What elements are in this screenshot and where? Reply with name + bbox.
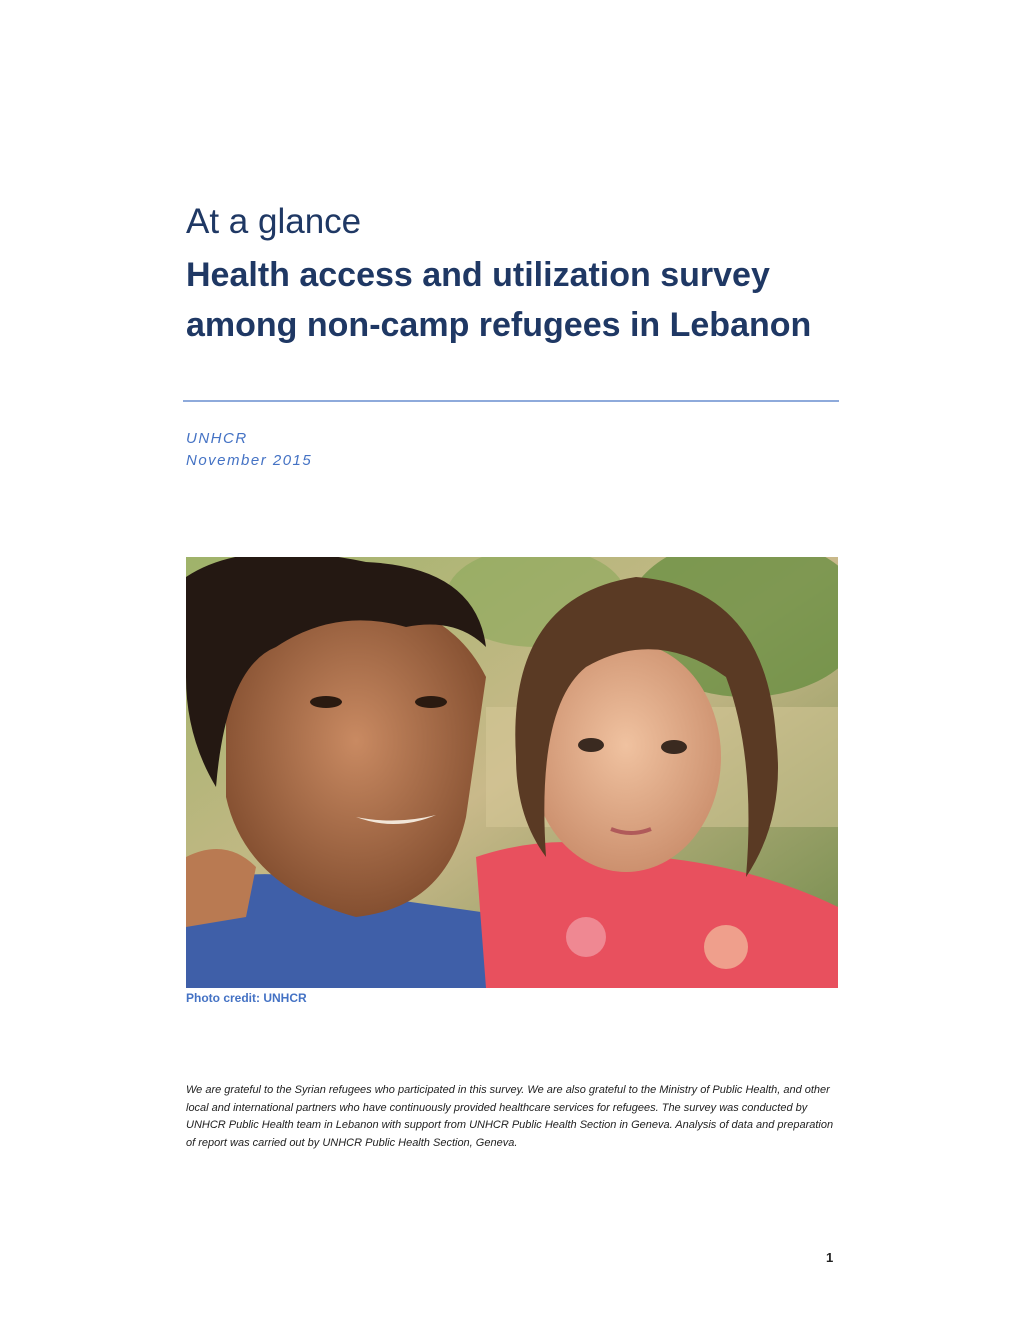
publication-date: November 2015 [186,452,313,469]
cover-photo [186,557,838,988]
document-title: Health access and utilization survey among non-camp refugees in Lebanon [186,256,812,344]
author-organization: UNHCR [186,430,248,447]
photo-credit: Photo credit: UNHCR [186,991,307,1005]
acknowledgement-text: We are grateful to the Syrian refugees who participated in this survey. We are also grateful to the Ministry of Public Health, and other local and international partners who have continuously provided healthcare services for refugees. The survey was conducted by UNHCR Public Health team in Lebanon with support from UNHCR Public Health Section in Geneva. Analysis of data and preparation of report was carried out by UNHCR Public Health Section, Geneva. [186,1084,834,1149]
title-divider [183,400,839,402]
document-kicker: At a glance [186,202,362,241]
page-number: 1 [826,1250,834,1265]
